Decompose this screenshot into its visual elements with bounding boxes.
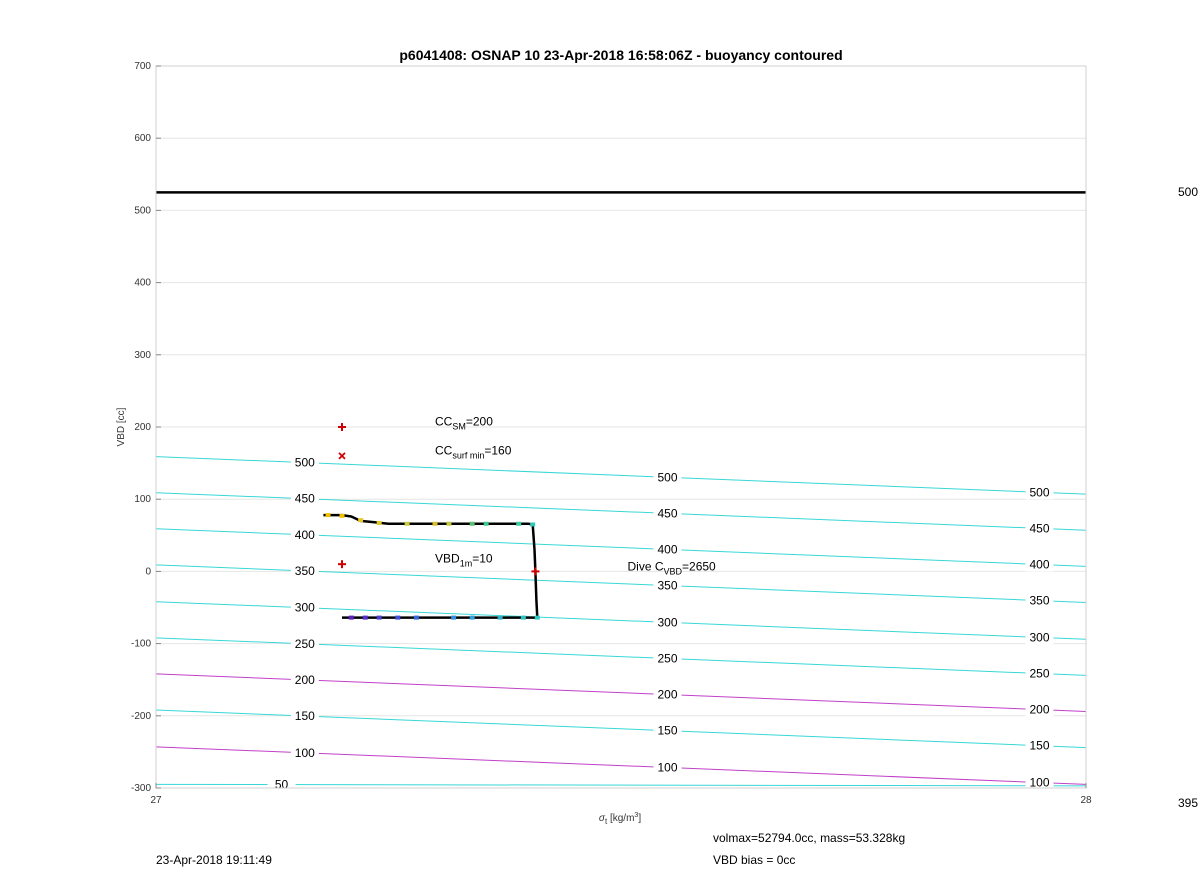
y-tick-label-100: 100 [134,494,151,506]
x-tick-label-27: 27 [150,795,162,806]
y-tick-label-0: 0 [145,566,151,578]
trace-point-up-1 [363,616,368,620]
cc-sm-annotation-base: CC [435,414,453,429]
vbd-1m-annotation-sub: 1m [459,558,473,569]
y-tick-label--200: -200 [130,710,151,722]
contour-label-350-0: 350 [294,563,315,578]
vbd-1m-annotation [435,552,493,569]
trace-point-down-3 [377,521,382,525]
contour-label-200-0: 200 [294,672,315,687]
contour-label-400-1: 400 [657,542,678,557]
contour-label-150-2: 150 [1029,738,1050,753]
footer-vbd-bias: VBD bias = 0cc [713,853,796,867]
contour-label-200-1: 200 [657,687,678,702]
contour-label-400-2: 400 [1029,557,1050,572]
cc-surf-min-marker [339,453,345,459]
contour-label-200-2: 200 [1029,702,1050,717]
y-tick-label-600: 600 [134,133,151,145]
cc-sm-annotation [435,415,493,432]
trace-point-up-2 [377,616,382,620]
trace-point-up-0 [349,616,354,620]
dive-c-vbd-annotation-base: Dive C [627,559,664,574]
trace-point-down-6 [446,522,451,526]
contour-label-450-0: 450 [294,491,315,506]
contour-label-50-0: 50 [274,777,289,792]
contour-label-150-0: 150 [294,709,315,724]
cc-sm-annotation-sub: SM [452,421,466,432]
contour-label-400-0: 400 [294,527,315,542]
trace-point-down-9 [516,522,521,526]
trace-point-up-6 [470,616,475,620]
contour-label-300-1: 300 [657,615,678,630]
x-axis-label [599,812,641,826]
trace-point-up-5 [451,616,456,620]
dive-c-vbd-annotation [628,560,717,577]
trace-point-down-2 [358,518,363,522]
x-axis-label-unit: [kg/m [607,813,635,824]
contour-label-350-2: 350 [1029,593,1050,608]
x-axis-label-superscript: 3 [634,812,639,819]
cc-sm-annotation-value: =200 [465,414,493,429]
trace-point-down-8 [484,522,489,526]
vbd-1m-annotation-base: VBD [435,551,460,566]
footer-volmax-mass: volmax=52794.0cc, mass=53.328kg [713,831,906,845]
contour-lines [156,457,1086,786]
chart-title: p6041408: OSNAP 10 23-Apr-2018 16:58:06Z - buoyancy contoured [399,47,843,63]
dive-c-vbd-marker [531,567,539,575]
contour-label-100-2: 100 [1029,775,1050,790]
y-tick-label-500: 500 [134,205,151,217]
cc-surf-min-annotation [435,443,512,460]
cc-sm-marker [338,423,346,431]
y-tick-label--300: -300 [130,783,151,794]
trace-point-up-3 [395,616,400,620]
trace-point-down-1 [340,514,345,518]
y-tick-label-400: 400 [134,277,151,289]
y-axis-label: VBD [cc] [116,407,127,447]
contour-label-350-1: 350 [657,578,678,593]
cc-surf-min-annotation-sub: surf min [452,450,485,461]
contour-label-250-2: 250 [1029,666,1050,681]
contour-label-500-1: 500 [657,470,678,485]
trace-point-down-0 [326,513,331,517]
dive-trace-line [323,515,537,618]
y-tick-label-700: 700 [134,61,151,72]
trace-point-up-4 [414,616,419,620]
contour-label-100-1: 100 [657,760,678,775]
contour-label-250-1: 250 [657,651,678,666]
axis-ticks [131,61,1092,806]
contour-label-500-0: 500 [294,455,315,470]
contour-label-250-0: 250 [294,636,315,651]
dive-c-vbd-annotation-sub: VBD [663,566,683,577]
trace-point-up-7 [498,616,503,620]
trace-point-down-7 [470,522,475,526]
contour-label-300-2: 300 [1029,630,1050,645]
contour-label-100-0: 100 [294,745,315,760]
contour-label-500-2: 500 [1029,485,1050,500]
trace-point-down-10 [530,522,535,526]
vbd-1m-marker [338,560,346,568]
dive-c-vbd-annotation-value: =2650 [682,559,716,574]
right-label-bottom: 395 [1178,796,1199,810]
contour-label-300-0: 300 [294,600,315,615]
dive-trace [323,513,539,620]
trace-point-down-5 [433,522,438,526]
y-tick-label-300: 300 [134,349,151,361]
x-tick-label-28: 28 [1080,795,1092,806]
x-axis-label-subscript: t [604,817,608,826]
y-tick-label-200: 200 [134,422,151,433]
cc-surf-min-annotation-base: CC [435,443,453,458]
x-axis-label-bracket: ] [638,813,642,824]
cc-surf-min-annotation-value: =160 [484,443,512,458]
contour-label-150-1: 150 [657,723,678,738]
trace-point-up-9 [535,616,540,620]
footer-timestamp: 23-Apr-2018 19:11:49 [156,853,272,867]
trace-point-up-8 [521,616,526,620]
contour-label-450-2: 450 [1029,521,1050,536]
y-tick-label--100: -100 [130,638,151,650]
right-label-top: 500 [1178,185,1199,199]
x-axis-label-symbol: σ [598,813,605,824]
trace-point-down-4 [405,522,410,526]
contour-label-450-1: 450 [657,506,678,521]
vbd-1m-annotation-value: =10 [472,551,493,566]
